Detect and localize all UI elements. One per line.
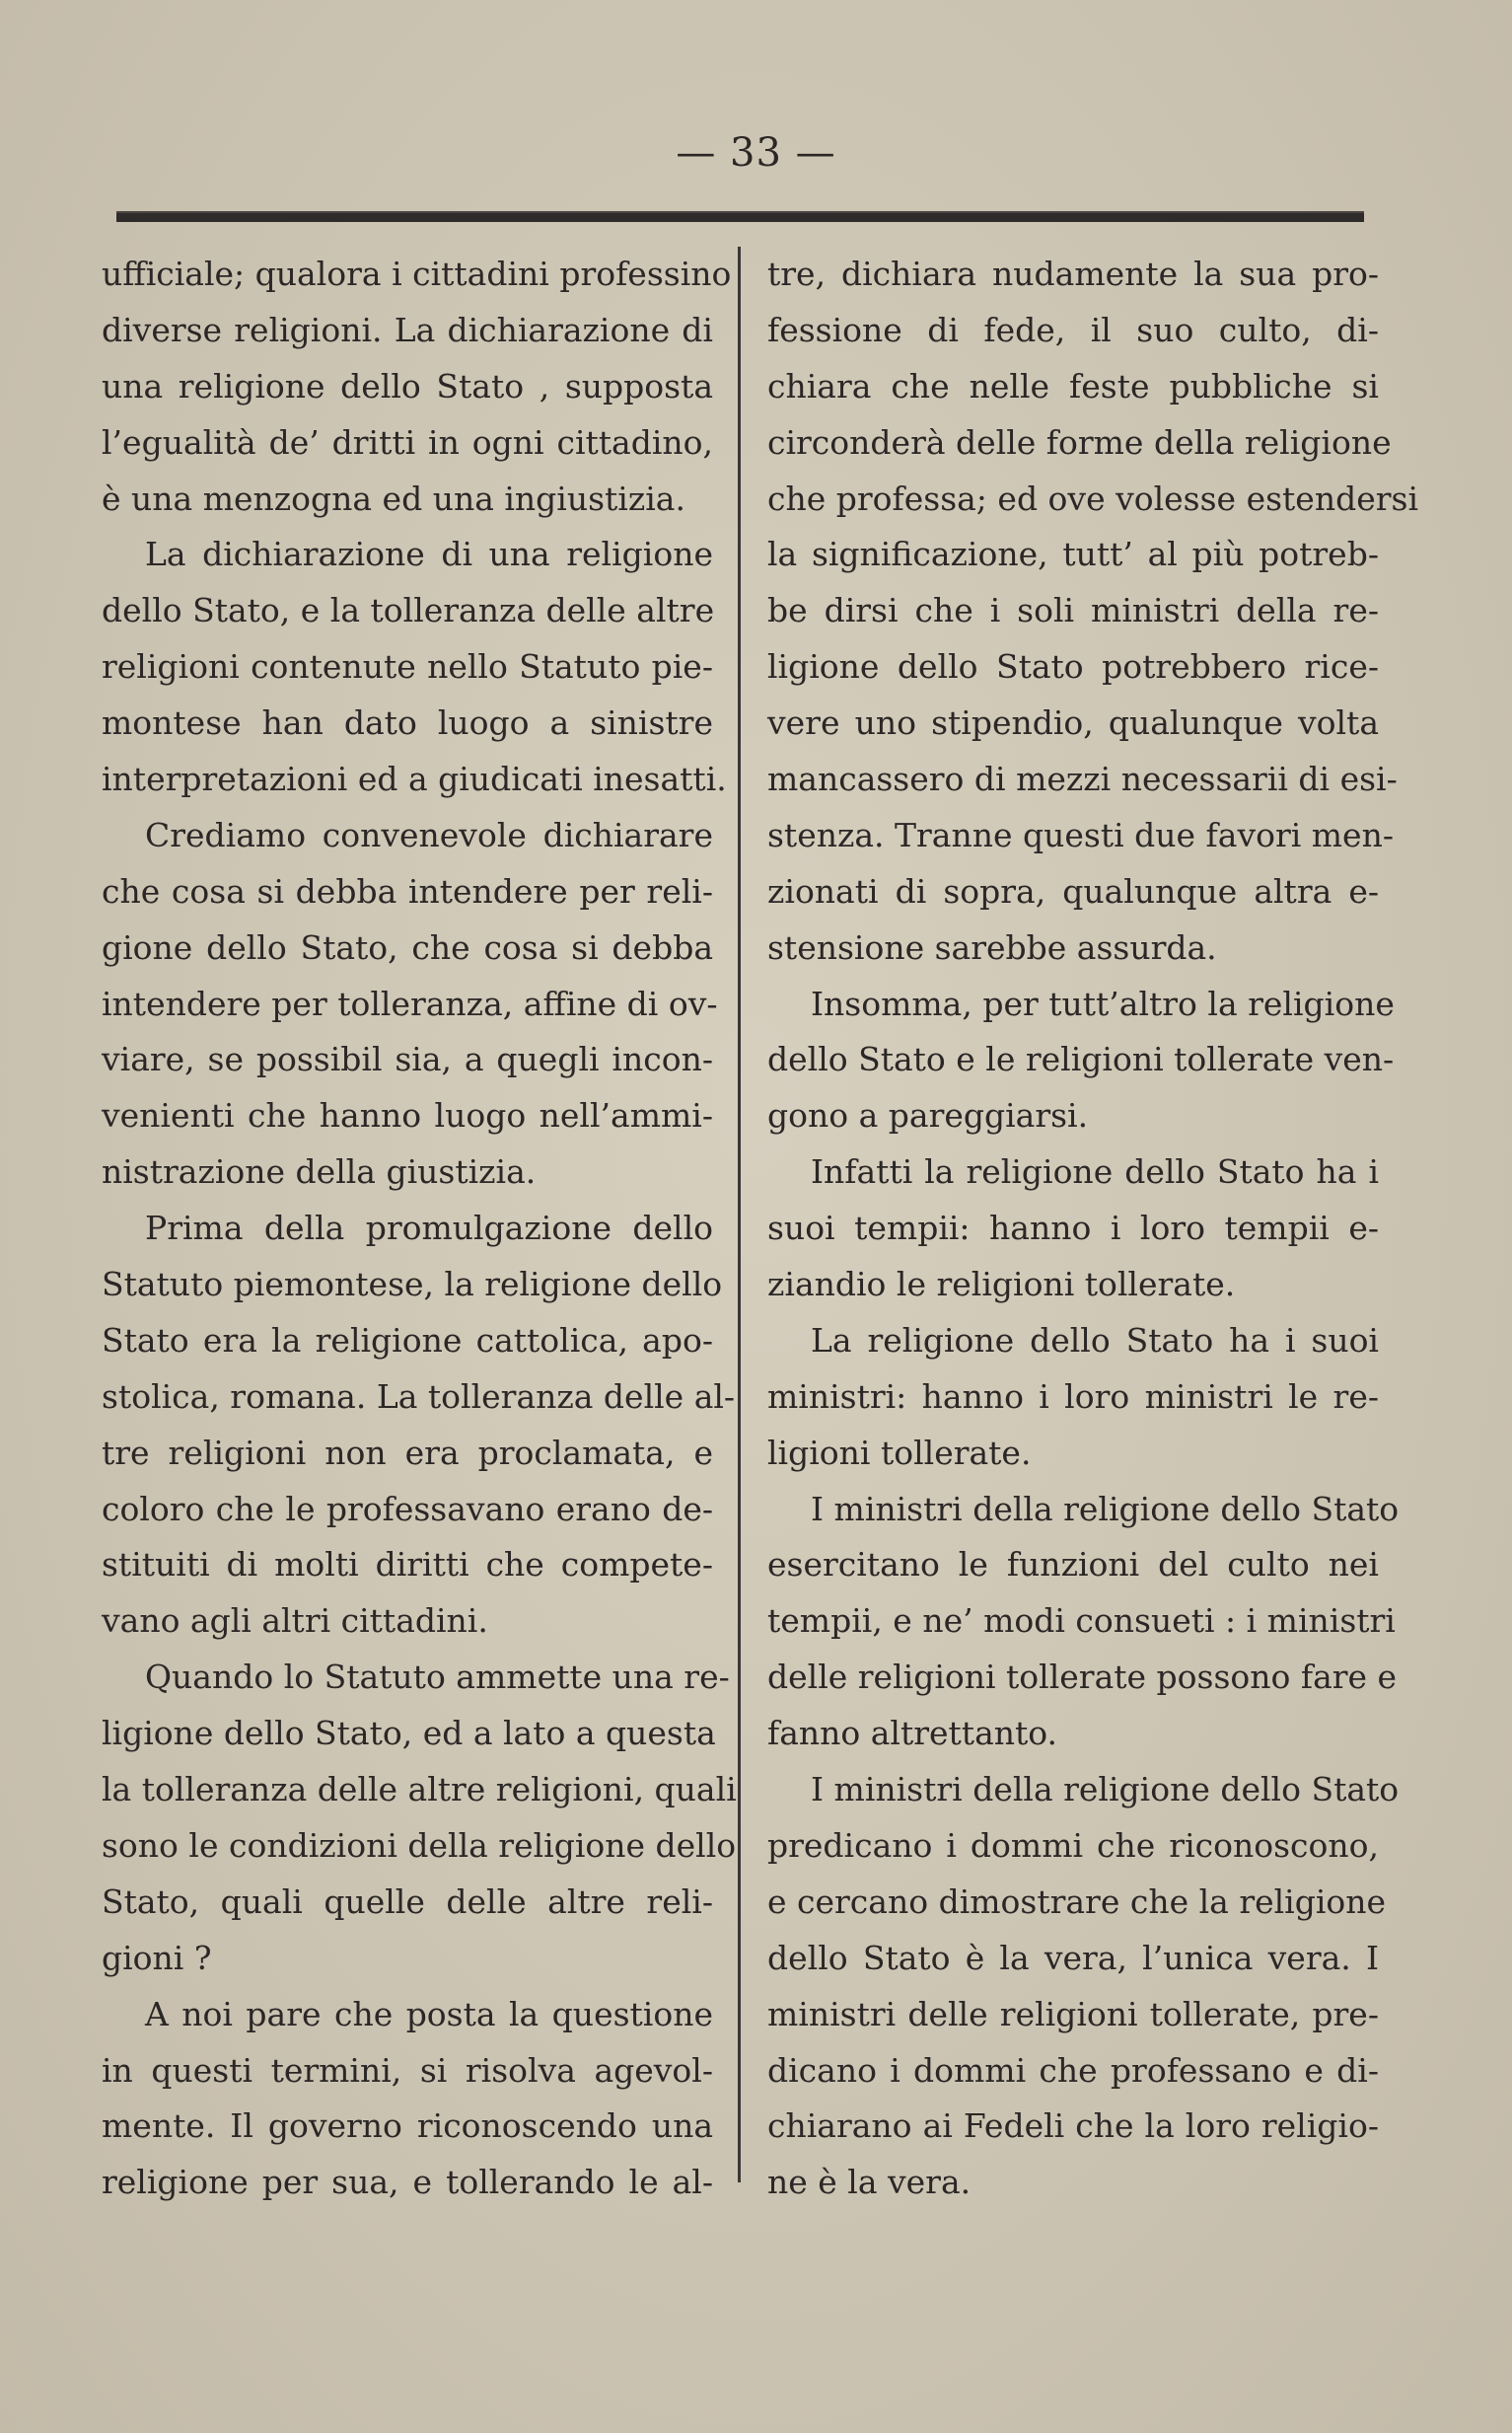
text-line: dello Stato e le religioni tollerate ven- [767,1040,1395,1079]
text-line: suoi tempii: hanno i loro tempii e- [767,1209,1379,1248]
text-line: circonderà delle forme della religione [767,422,1392,462]
text-line: gono a pareggiarsi. [767,1096,1089,1136]
text-line: Infatti la religione dello Stato ha i [811,1152,1379,1192]
text-line: La dichiarazione di una religione [145,535,713,574]
text-line: dello Stato, e la tolleranza delle altre [102,591,715,630]
text-line: coloro che le professavano erano de- [102,1489,713,1528]
text-line: ligioni tollerate. [767,1433,1032,1472]
page-number: — 33 — [676,130,836,176]
text-line: in questi termini, si risolva agevol- [102,2050,713,2090]
text-line: gione dello Stato, che cosa si debba [102,927,713,967]
text-line: zionati di sopra, qualunque altra e- [767,871,1379,911]
text-line: Quando lo Statuto ammette una re- [145,1658,730,1697]
text-line: nistrazione della giustizia. [102,1152,537,1192]
header-rule [116,211,1364,222]
text-line: stolica, romana. La tolleranza delle al- [102,1376,736,1416]
text-line: fanno altrettanto. [767,1714,1058,1753]
text-line: la tolleranza delle altre religioni, quali [102,1770,737,1809]
text-line: una religione dello Stato , supposta [102,366,713,406]
text-line: A noi pare che posta la questione [145,1994,713,2033]
text-line: Stato, quali quelle delle altre reli- [102,1881,713,1921]
column-divider [738,247,741,2182]
text-line: ministri: hanno i loro ministri le re- [767,1376,1379,1416]
text-line: tempii, e ne’ modi consueti : i ministri [767,1601,1396,1641]
text-line: Prima della promulgazione dello [145,1209,713,1248]
text-line: l’egualità de’ dritti in ogni cittadino, [102,422,713,462]
text-line: Stato era la religione cattolica, apo- [102,1320,713,1360]
text-line: Insomma, per tutt’altro la religione [811,984,1395,1023]
text-line: stituiti di molti diritti che compete- [102,1545,713,1585]
text-line: venienti che hanno luogo nell’ammi- [102,1096,713,1136]
text-line: dicano i dommi che professano e di- [767,2050,1379,2090]
text-line: gioni ? [102,1938,212,1977]
text-line: tre religioni non era proclamata, e [102,1433,713,1472]
text-line: interpretazioni ed a giudicati inesatti. [102,760,727,799]
text-line: stenza. Tranne questi due favori men- [767,815,1394,854]
text-line: fessione di fede, il suo culto, di- [767,310,1379,349]
text-line: mente. Il governo riconoscendo una [102,2106,713,2146]
text-line: Crediamo convenevole dichiarare [145,815,713,854]
right-column [767,247,1418,2211]
text-line: stensione sarebbe assurda. [767,927,1217,967]
text-line: chiara che nelle feste pubbliche si [767,366,1379,406]
text-line: la significazione, tutt’ al più potreb- [767,535,1379,574]
text-line: ligione dello Stato, ed a lato a questa [102,1714,716,1753]
text-line: ziandio le religioni tollerate. [767,1265,1236,1304]
text-line: che cosa si debba intendere per reli- [102,871,713,911]
text-line: be dirsi che i soli ministri della re- [767,591,1379,630]
text-line: che professa; ed ove volesse estendersi [767,479,1418,518]
text-line: religione per sua, e tollerando le al- [102,2163,713,2202]
text-line: è una menzogna ed una ingiustizia. [102,479,685,518]
text-line: vere uno stipendio, qualunque volta [767,703,1379,743]
text-line: ufficiale; qualora i cittadini professino [102,255,732,293]
text-line: mancassero di mezzi necessarii di esi- [767,760,1398,799]
text-line: Statuto piemontese, la religione dello [102,1265,723,1304]
text-line: I ministri della religione dello Stato [811,1489,1400,1528]
text-line: chiarano ai Fedeli che la loro religio- [767,2106,1379,2146]
text-line: dello Stato è la vera, l’unica vera. I [767,1938,1379,1977]
text-line: tre, dichiara nudamente la sua pro- [767,255,1379,293]
text-line: La religione dello Stato ha i suoi [811,1320,1379,1360]
text-line: I ministri della religione dello Stato [811,1770,1400,1809]
text-line: viare, se possibil sia, a quegli incon- [102,1040,713,1079]
text-line: ministri delle religioni tollerate, pre- [767,1994,1379,2033]
text-line: predicano i dommi che riconoscono, [767,1825,1379,1865]
text-line: religioni contenute nello Statuto pie- [102,647,713,687]
text-line: intendere per tolleranza, affine di ov- [102,984,718,1023]
text-line: montese han dato luogo a sinistre [102,703,713,743]
text-line: esercitano le funzioni del culto nei [767,1545,1379,1585]
text-line: vano agli altri cittadini. [102,1601,488,1641]
text-line: diverse religioni. La dichiarazione di [102,310,713,349]
left-column [102,247,737,2211]
text-line: delle religioni tollerate possono fare e [767,1658,1398,1697]
text-line: ligione dello Stato potrebbero rice- [767,647,1379,687]
text-line: sono le condizioni della religione dello [102,1825,737,1865]
text-line: e cercano dimostrare che la religione [767,1881,1387,1921]
text-line: ne è la vera. [767,2163,972,2202]
